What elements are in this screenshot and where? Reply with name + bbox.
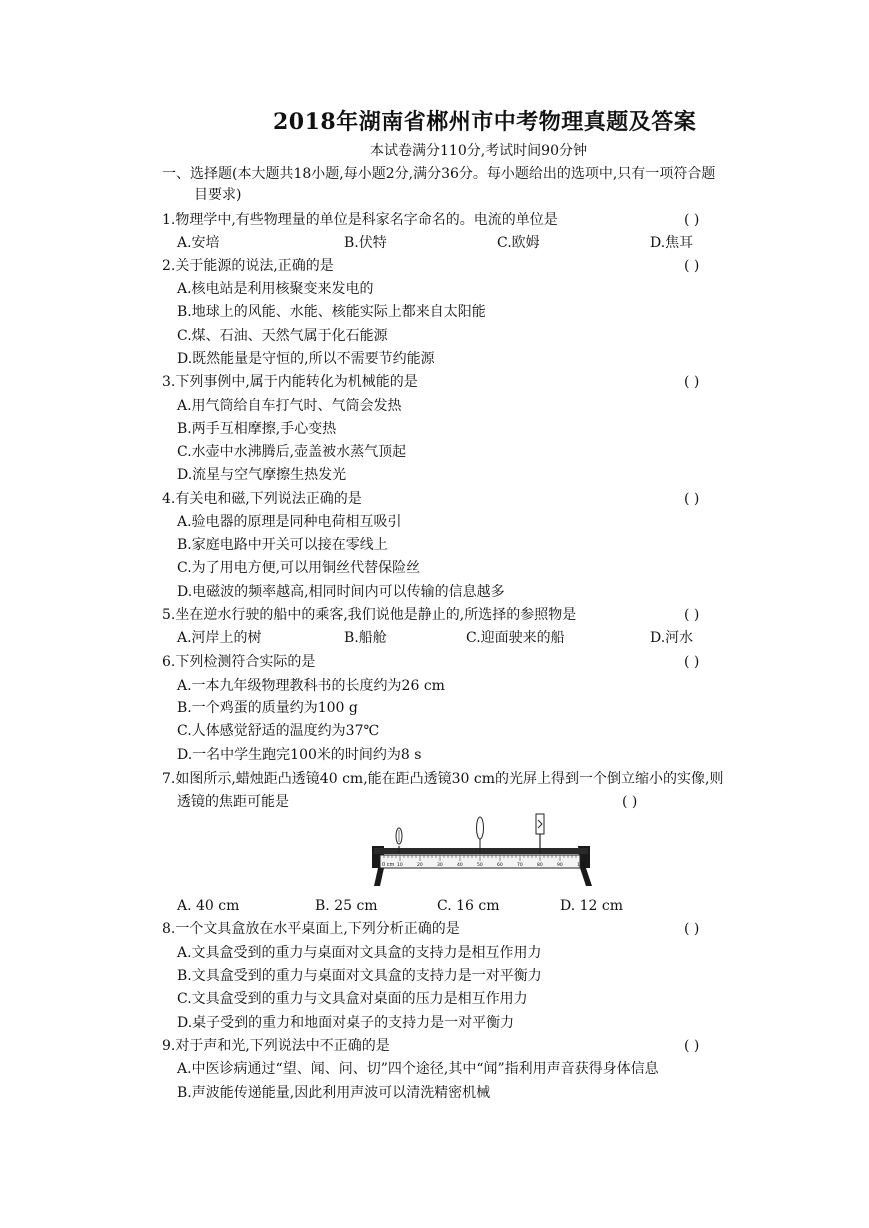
- exam-subtitle: 本试卷满分110分,考试时间90分钟: [370, 143, 587, 159]
- question-3-stem: 3.下列事例中,属于内能转化为机械能的是: [162, 374, 418, 390]
- question-5-option-c: C.迎面驶来的船: [466, 630, 565, 646]
- bench-scale-tick-label: 20: [417, 863, 423, 868]
- question-2-option-a: A.核电站是利用核聚变来发电的: [177, 281, 374, 297]
- question-4-option-d: D.电磁波的频率越高,相同时间内可以传输的信息越多: [177, 584, 505, 600]
- bench-scale-tick-label: 60: [497, 863, 503, 868]
- question-3-answer-blank: ( ): [684, 374, 700, 390]
- question-4-stem: 4.有关电和磁,下列说法正确的是: [162, 491, 362, 507]
- question-9-option-a: A.中医诊病通过“望、闻、问、切”四个途径,其中“闻”指利用声音获得身体信息: [177, 1061, 659, 1077]
- question-5-answer-blank: ( ): [684, 607, 700, 623]
- question-6-option-a: A.一本九年级物理教科书的长度约为26 cm: [177, 678, 445, 694]
- bench-scale-unit-label: 0 cm: [382, 862, 395, 868]
- question-9-option-b: B.声波能传递能量,因此利用声波可以清洗精密机械: [177, 1085, 491, 1101]
- question-2-option-b: B.地球上的风能、水能、核能实际上都来自太阳能: [177, 304, 486, 320]
- bench-scale-tick-label: 10: [397, 863, 403, 868]
- question-4-option-b: B.家庭电路中开关可以接在零线上: [177, 537, 388, 553]
- question-2-option-d: D.既然能量是守恒的,所以不需要节约能源: [177, 351, 435, 367]
- bench-scale-tick-label: 90: [557, 863, 563, 868]
- question-6-option-c: C.人体感觉舒适的温度约为37℃: [177, 723, 380, 739]
- question-3-option-d: D.流星与空气摩擦生热发光: [177, 467, 347, 483]
- question-6-answer-blank: ( ): [684, 654, 700, 670]
- question-2-option-c: C.煤、石油、天然气属于化石能源: [177, 328, 388, 344]
- question-7-stem-cont: 透镜的焦距可能是: [177, 794, 289, 810]
- question-6-option-b: B.一个鸡蛋的质量约为100 g: [177, 700, 358, 716]
- question-7-option-c: C. 16 cm: [437, 898, 500, 914]
- bench-scale-tick-label: 50: [477, 863, 483, 868]
- bench-scale-tick-label: 80: [537, 863, 543, 868]
- question-7-option-a: A. 40 cm: [177, 898, 240, 914]
- optical-bench-figure: [360, 812, 600, 888]
- question-9-answer-blank: ( ): [684, 1038, 700, 1054]
- bench-rail: [374, 848, 588, 854]
- question-8-answer-blank: ( ): [684, 921, 700, 937]
- question-2-stem: 2.关于能源的说法,正确的是: [162, 258, 334, 274]
- question-1-option-a: A.安培: [177, 235, 220, 251]
- question-6-option-d: D.一名中学生跑完100米的时间约为8 s: [177, 747, 422, 763]
- question-3-option-a: A.用气筒给自车打气时、气筒会发热: [177, 398, 402, 414]
- question-4-option-c: C.为了用电方便,可以用铜丝代替保险丝: [177, 560, 421, 576]
- question-8-option-d: D.桌子受到的重力和地面对桌子的支持力是一对平衡力: [177, 1015, 515, 1031]
- question-4-option-a: A.验电器的原理是同种电荷相互吸引: [177, 514, 402, 530]
- question-7-option-d: D. 12 cm: [560, 898, 624, 914]
- section-heading: 一、选择题(本大题共18小题,每小题2分,满分36分。每小题给出的选项中,只有一项符合题: [162, 166, 716, 182]
- question-5-option-b: B.船舱: [344, 630, 387, 646]
- question-1-option-d: D.焦耳: [650, 235, 694, 251]
- question-5-option-a: A.河岸上的树: [177, 630, 262, 646]
- page-title: 2018年湖南省郴州市中考物理真题及答案: [273, 109, 697, 135]
- question-7-option-b: B. 25 cm: [315, 898, 378, 914]
- question-1-stem: 1.物理学中,有些物理量的单位是科家名字命名的。电流的单位是: [162, 212, 558, 228]
- question-6-stem: 6.下列检测符合实际的是: [162, 654, 316, 670]
- question-4-answer-blank: ( ): [684, 491, 700, 507]
- bench-scale-tick-label: 30: [437, 863, 443, 868]
- bench-scale-tick-label: 70: [517, 863, 523, 868]
- question-3-option-c: C.水壶中水沸腾后,壶盖被水蒸气顶起: [177, 444, 407, 460]
- question-1-answer-blank: ( ): [684, 212, 700, 228]
- bench-scale-tick-label: 40: [457, 863, 463, 868]
- question-1-option-b: B.伏特: [344, 235, 387, 251]
- question-8-option-a: A.文具盒受到的重力与桌面对文具盒的支持力是相互作用力: [177, 945, 542, 961]
- question-8-option-c: C.文具盒受到的重力与文具盒对桌面的压力是相互作用力: [177, 991, 528, 1007]
- question-8-stem: 8.一个文具盒放在水平桌面上,下列分析正确的是: [162, 921, 460, 937]
- question-1-option-c: C.欧姆: [497, 235, 540, 251]
- section-heading-cont: 目要求): [194, 187, 242, 203]
- question-7-stem: 7.如图所示,蜡烛距凸透镜40 cm,能在距凸透镜30 cm的光屏上得到一个倒立缩小的实像,则: [162, 771, 724, 787]
- question-7-answer-blank: ( ): [622, 794, 638, 810]
- question-3-option-b: B.两手互相摩擦,手心变热: [177, 421, 337, 437]
- question-5-stem: 5.坐在逆水行驶的船中的乘客,我们说他是静止的,所选择的参照物是: [162, 607, 577, 623]
- question-9-stem: 9.对于声和光,下列说法中不正确的是: [162, 1038, 390, 1054]
- question-2-answer-blank: ( ): [684, 258, 700, 274]
- bench-scale-tick-label: 100: [577, 863, 586, 868]
- question-5-option-d: D.河水: [650, 630, 694, 646]
- question-8-option-b: B.文具盒受到的重力与桌面对文具盒的支持力是一对平衡力: [177, 968, 542, 984]
